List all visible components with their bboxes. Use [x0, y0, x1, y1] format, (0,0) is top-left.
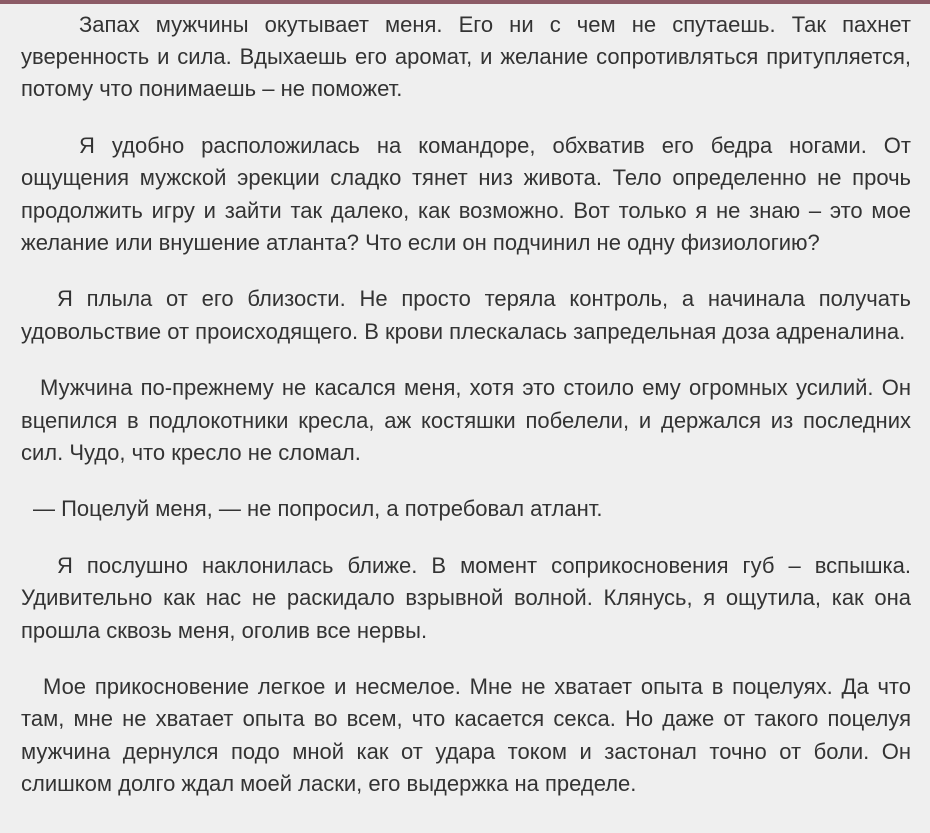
paragraph: Я послушно наклонилась ближе. В момент соприкосновения губ – вспышка. Удивительно как нас не раскидало взрывной волной. Клянусь, я ощутила, как она прошла сквозь меня, оголив все нервы. — [21, 553, 911, 643]
paragraph: Мужчина по-прежнему не касался меня, хотя это стоило ему огромных усилий. Он вцепился в подлокотники кресла, аж костяшки побелели, и держался из последних сил. Чудо, что кресло не сломал. — [21, 375, 911, 465]
paragraph: Я удобно расположилась на командоре, обхватив его бедра ногами. От ощущения мужской эрекции сладко тянет низ живота. Тело определенно не прочь продолжить игру и зайти так далеко, как возможно. Вот только я не знаю – это мое желание или внушение атланта? Что если он подчинил не одну физиологию? — [21, 133, 911, 255]
paragraph: Я плыла от его близости. Не просто теряла контроль, а начинала получать удовольствие от происходящего. В крови плескалась запредельная доза адреналина. — [21, 286, 911, 344]
paragraph: Запах мужчины окутывает меня. Его ни с чем не спутаешь. Так пахнет уверенность и сила. Вдыхаешь его аромат, и желание сопротивляться притупляется, потому что понимаешь – не поможет. — [21, 12, 911, 102]
paragraph: — Поцелуй меня, — не попросил, а потребовал атлант. — [33, 496, 603, 522]
top-border — [0, 0, 930, 4]
paragraph: Мое прикосновение легкое и несмелое. Мне не хватает опыта в поцелуях. Да что там, мне не хватает опыта во всем, что касается секса. Но даже от такого поцелуя мужчина дернулся подо мной как от удара током и застонал точно от боли. Он слишком долго ждал моей ласки, его выдержка на пределе. — [21, 674, 911, 796]
reader-text — [21, 9, 911, 825]
